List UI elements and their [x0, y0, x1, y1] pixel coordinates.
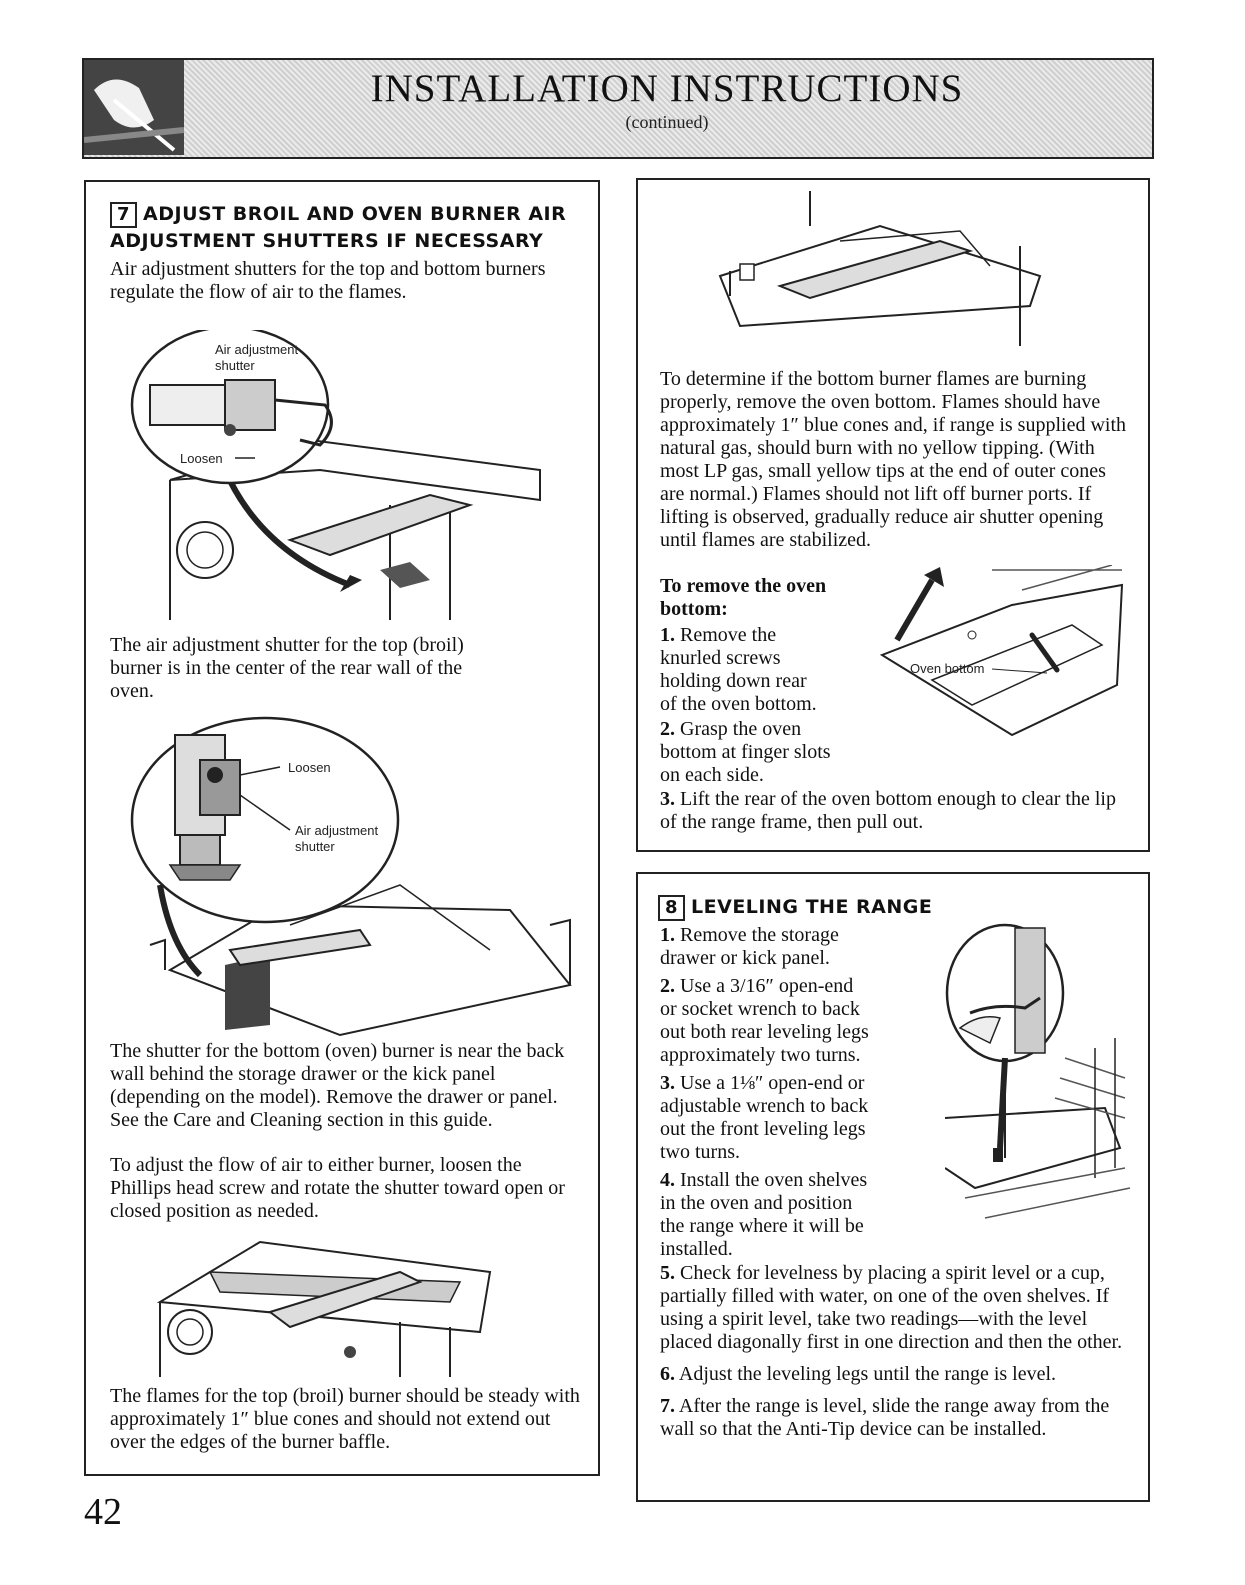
determine-flames-text: To determine if the bottom burner flames are burning properly, remove the oven bottom. Flames should have approximately 1″ blue cones and, if range is supplied with natural gas, should burn with no yellow tipping. (With most LP gas, small yellow tips at the end of outer cones are normal.) Flames should not lift off burner ports. If lifting is observed, gradually reduce air shutter opening until flames are stabilized.	[660, 368, 1126, 551]
oven-shutter-figure	[130, 715, 580, 1045]
step7-heading-line1: ADJUST BROIL AND OVEN BURNER AIR	[143, 203, 567, 225]
step7-heading	[110, 201, 590, 228]
fig1-label-shutter-2: shutter	[215, 358, 255, 373]
level-step2-line1: Use a 3/16″ open-end	[680, 975, 854, 997]
remove-step1-number: 1.	[660, 624, 675, 646]
remove-step1-line1: Remove the	[680, 624, 777, 646]
level-step1-number: 1.	[660, 924, 675, 946]
fig2-label-shutter-2: shutter	[295, 839, 335, 854]
remove-step3-number: 3.	[660, 788, 675, 810]
level-step7-number: 7.	[660, 1395, 675, 1417]
installer-hand-illustration	[84, 60, 184, 155]
level-step5-number: 5.	[660, 1262, 675, 1284]
step7-intro: Air adjustment shutters for the top and bottom burners regulate the flow of air to the flames.	[110, 258, 546, 303]
level-step2-line4: approximately two turns.	[660, 1044, 861, 1066]
remove-step3-text: Lift the rear of the oven bottom enough to clear the lip of the range frame, then pull out.	[660, 788, 1116, 833]
level-step1-line2: drawer or kick panel.	[660, 947, 830, 969]
remove-step2-line1: Grasp the oven	[680, 718, 802, 740]
top-burner-text: The air adjustment shutter for the top (broil) burner is in the center of the rear wall of the oven.	[110, 634, 464, 702]
remove-step2-number: 2.	[660, 718, 675, 740]
level-step4-line4: installed.	[660, 1238, 733, 1260]
step8-number: 8	[658, 895, 685, 921]
level-step2-number: 2.	[660, 975, 675, 997]
step8-heading	[658, 894, 1128, 921]
remove-step1-line2: knurled screws	[660, 647, 781, 669]
fig1-label-shutter-1: Air adjustment	[215, 342, 299, 357]
level-step4-number: 4.	[660, 1169, 675, 1191]
step8-heading-text: LEVELING THE RANGE	[691, 896, 933, 918]
level-step3-line3: out the front leveling legs	[660, 1118, 866, 1140]
remove-oven-bottom-heading-1: To remove the oven	[660, 575, 827, 597]
level-step4-line1: Install the oven shelves	[680, 1169, 868, 1191]
level-step7-text: After the range is level, slide the range away from the wall so that the Anti-Tip device can be installed.	[660, 1395, 1110, 1440]
oven-bottom-burner-figure	[700, 186, 1060, 356]
page-subtitle: (continued)	[625, 112, 709, 132]
adjust-flow-text: To adjust the flow of air to either burner, loosen the Phillips head screw and rotate the shutter toward open or closed position as needed.	[110, 1154, 565, 1222]
level-step5-text: Check for levelness by placing a spirit level or a cup, partially filled with water, on one of the oven shelves. If using a spirit level, take two readings—with the level placed diagonally first in one direction and then the other.	[660, 1262, 1123, 1353]
bottom-burner-text: The shutter for the bottom (oven) burner is near the back wall behind the storage drawer or the kick panel (depending on the model). Remove the drawer or panel. See the Care and Cleaning section in this guide.	[110, 1040, 565, 1131]
page-number: 42	[84, 1491, 122, 1533]
level-step1-line1: Remove the storage	[680, 924, 839, 946]
level-step2-line2: or socket wrench to back	[660, 998, 860, 1020]
page-title: INSTALLATION INSTRUCTIONS	[370, 67, 964, 110]
level-step3-line4: two turns.	[660, 1141, 740, 1163]
leveling-legs-figure	[945, 918, 1140, 1238]
remove-step1-line4: of the oven bottom.	[660, 693, 817, 715]
flames-text: The flames for the top (broil) burner should be steady with approximately 1″ blue cones and should not extend out over the edges of the burner baffle.	[110, 1385, 580, 1453]
level-step3-line1: Use a 1⅛″ open-end or	[680, 1072, 865, 1094]
level-step3-line2: adjustable wrench to back	[660, 1095, 869, 1117]
level-step2-line3: out both rear leveling legs	[660, 1021, 869, 1043]
level-step3-number: 3.	[660, 1072, 675, 1094]
oven-bottom-label: Oven bottom	[910, 661, 985, 676]
level-step6-text: Adjust the leveling legs until the range is level.	[678, 1363, 1057, 1385]
level-step4-line2: in the oven and position	[660, 1192, 853, 1214]
broil-flames-figure	[150, 1232, 510, 1382]
step7-number: 7	[110, 202, 137, 228]
remove-step2-line3: on each side.	[660, 764, 764, 786]
remove-oven-bottom-heading-2: bottom:	[660, 598, 728, 620]
fig2-label-loosen: Loosen	[288, 760, 331, 775]
level-step6-number: 6.	[660, 1363, 675, 1385]
remove-step1-line3: holding down rear	[660, 670, 807, 692]
broil-shutter-figure	[130, 330, 550, 630]
step7-heading-line2: ADJUSTMENT SHUTTERS IF NECESSARY	[110, 230, 544, 252]
fig2-label-shutter-1: Air adjustment	[295, 823, 379, 838]
remove-step2-line2: bottom at finger slots	[660, 741, 831, 763]
fig1-label-loosen: Loosen	[180, 451, 223, 466]
level-step4-line3: the range where it will be	[660, 1215, 864, 1237]
oven-bottom-figure	[872, 565, 1137, 765]
